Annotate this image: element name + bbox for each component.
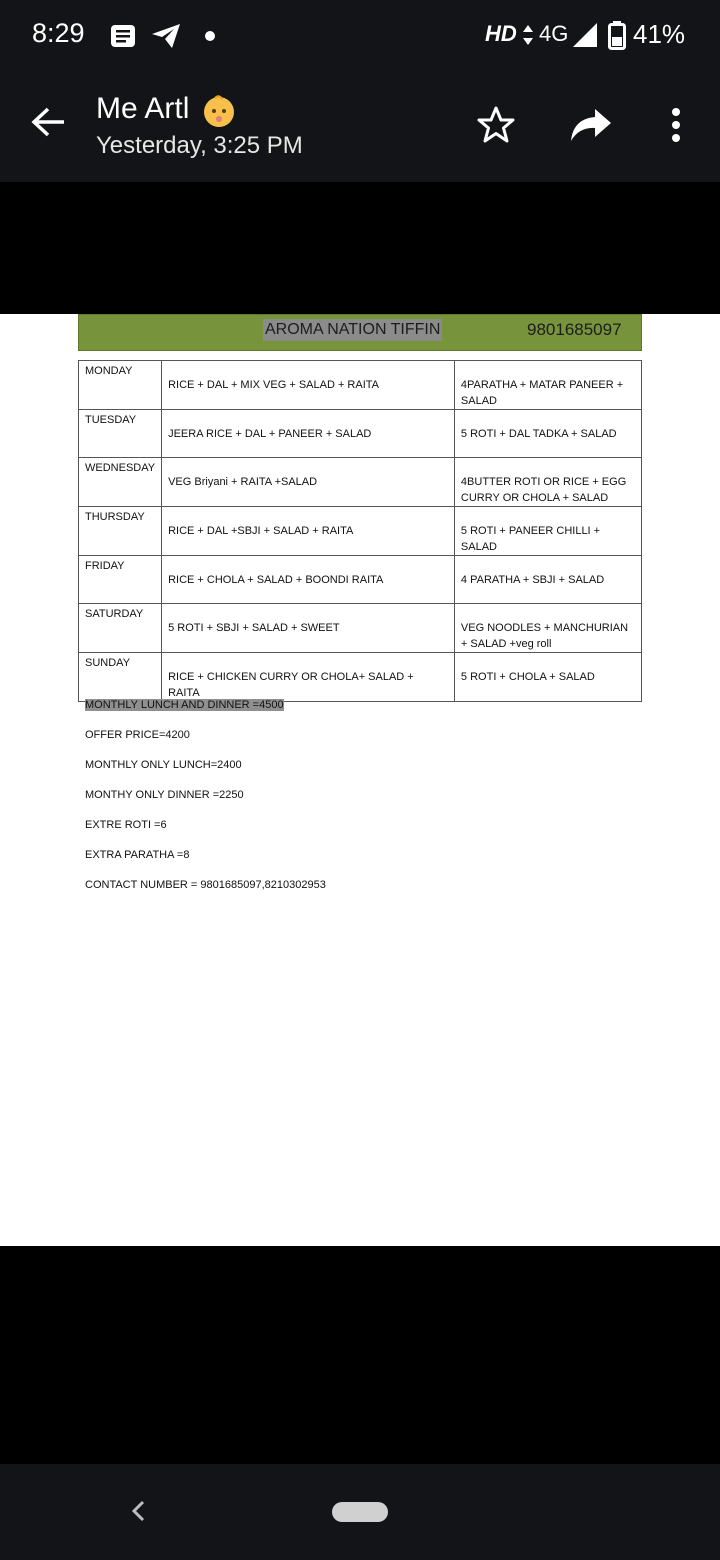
arrow-left-icon (30, 106, 66, 138)
note-text: EXTRA PARATHA =8 (85, 849, 190, 861)
note-text: MONTHLY LUNCH AND DINNER =4500 (85, 699, 284, 711)
more-vertical-icon (671, 107, 681, 143)
note-line (85, 758, 326, 788)
note-text: MONTHY ONLY DINNER =2250 (85, 789, 244, 801)
lunch-cell: RICE + DAL +SBJI + SALAD + RAITA (162, 507, 455, 556)
baby-emoji-icon (202, 94, 236, 128)
lunch-cell: JEERA RICE + DAL + PANEER + SALAD (162, 410, 455, 458)
lunch-cell: VEG Briyani + RAITA +SALAD (162, 458, 455, 507)
note-line (85, 878, 326, 908)
telegram-icon (150, 22, 182, 50)
note-text: MONTHLY ONLY LUNCH=2400 (85, 759, 242, 771)
lunch-cell: RICE + CHICKEN CURRY OR CHOLA+ SALAD + RAITA (162, 653, 455, 702)
document-viewer[interactable] (0, 182, 720, 1464)
price-notes (85, 698, 326, 908)
dinner-cell: VEG NOODLES + MANCHURIAN + SALAD +veg roll (454, 604, 641, 653)
lunch-cell: RICE + DAL + MIX VEG + SALAD + RAITA (162, 361, 455, 410)
dinner-cell: 4 PARATHA + SBJI + SALAD (454, 556, 641, 604)
dinner-cell: 5 ROTI + CHOLA + SALAD (454, 653, 641, 702)
document-phone: 9801685097 (527, 320, 622, 339)
note-text: EXTRE ROTI =6 (85, 819, 167, 831)
table-row (79, 507, 642, 556)
message-timestamp: Yesterday, 3:25 PM (96, 132, 303, 159)
table-row (79, 410, 642, 458)
day-cell: SUNDAY (79, 653, 162, 702)
note-line (85, 788, 326, 818)
note-text: OFFER PRICE=4200 (85, 729, 190, 741)
sender-name: Me Artl (96, 92, 190, 125)
day-cell: TUESDAY (79, 410, 162, 458)
dinner-cell: 4BUTTER ROTI OR RICE + EGG CURRY OR CHOLA + SALAD (454, 458, 641, 507)
data-arrows-icon (521, 24, 535, 46)
table-row (79, 604, 642, 653)
day-cell: SATURDAY (79, 604, 162, 653)
signal-icon (572, 22, 598, 48)
note-line (85, 818, 326, 848)
document-header (78, 314, 642, 351)
note-line (85, 848, 326, 878)
star-button[interactable] (471, 100, 521, 150)
hd-indicator: HD (485, 21, 517, 46)
app-bar (0, 72, 720, 182)
forward-button[interactable] (566, 100, 616, 150)
day-cell: FRIDAY (79, 556, 162, 604)
message-notification-icon (110, 24, 136, 48)
dinner-cell: 5 ROTI + PANEER CHILLI + SALAD (454, 507, 641, 556)
dinner-cell: 5 ROTI + DAL TADKA + SALAD (454, 410, 641, 458)
lunch-cell: 5 ROTI + SBJI + SALAD + SWEET (162, 604, 455, 653)
more-options-button[interactable] (651, 100, 701, 150)
day-cell: MONDAY (79, 361, 162, 410)
dinner-cell: 4PARATHA + MATAR PANEER + SALAD (454, 361, 641, 410)
star-outline-icon (476, 105, 516, 145)
home-pill-button[interactable] (332, 1502, 388, 1522)
status-time: 8:29 (32, 18, 85, 48)
share-forward-icon (569, 107, 613, 143)
note-line (85, 698, 326, 728)
table-row (79, 556, 642, 604)
table-row (79, 653, 642, 702)
weekly-menu-table (78, 360, 642, 702)
back-button[interactable] (20, 94, 76, 150)
navigation-bar (0, 1464, 720, 1560)
note-line (85, 728, 326, 758)
battery-icon (608, 20, 626, 50)
table-row (79, 458, 642, 507)
note-text: CONTACT NUMBER = 9801685097,8210302953 (85, 879, 326, 891)
table-row (79, 361, 642, 410)
nav-back-icon[interactable] (124, 1496, 154, 1526)
day-cell: WEDNESDAY (79, 458, 162, 507)
document-title: AROMA NATION TIFFIN (263, 319, 442, 341)
document-page (0, 314, 720, 1246)
day-cell: THURSDAY (79, 507, 162, 556)
notification-dot-icon (205, 31, 215, 41)
network-type: 4G (539, 21, 569, 46)
status-bar (0, 0, 720, 72)
lunch-cell: RICE + CHOLA + SALAD + BOONDI RAITA (162, 556, 455, 604)
battery-percent: 41% (633, 19, 686, 49)
